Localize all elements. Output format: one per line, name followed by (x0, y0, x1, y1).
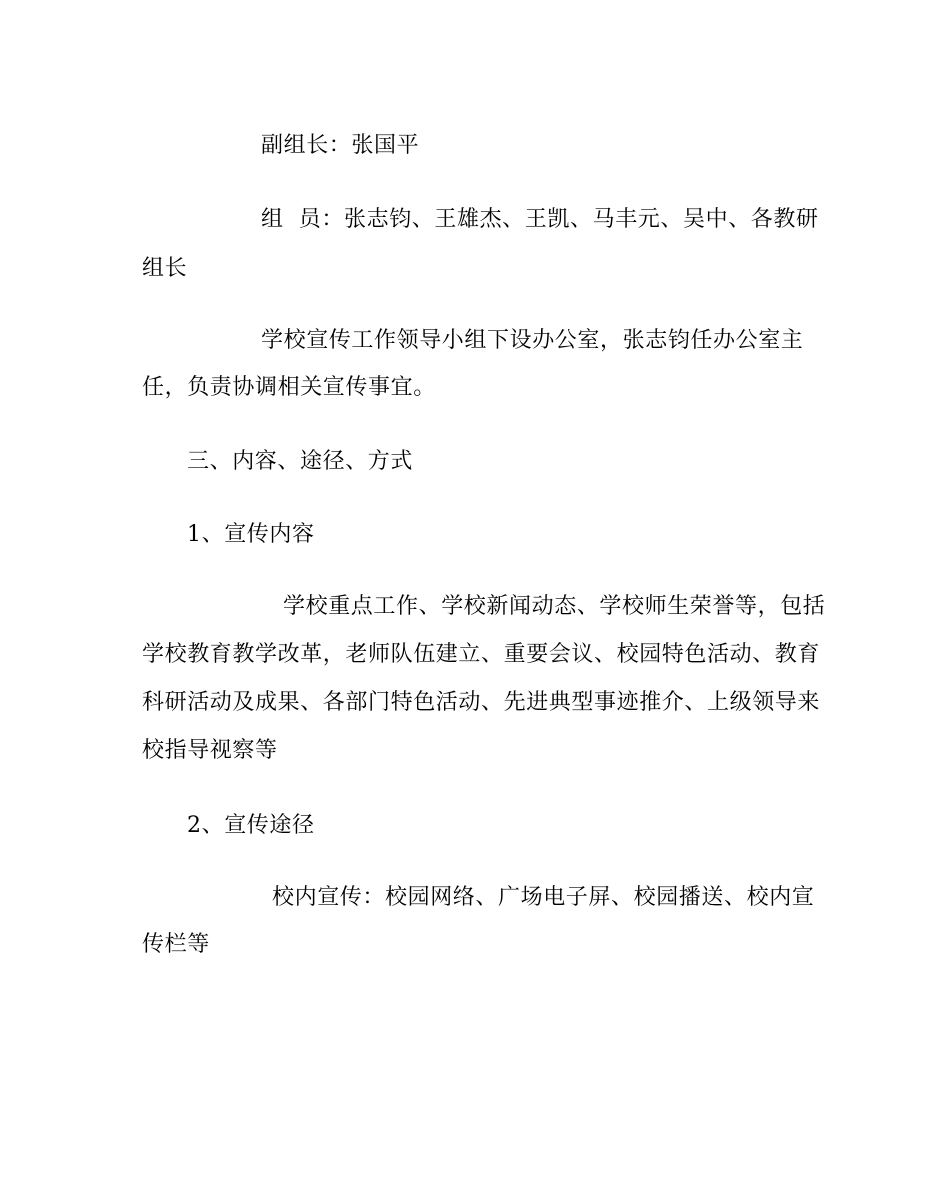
office-paragraph-line-1: 学校宣传工作领导小组下设办公室，张志钧任办公室主 (261, 328, 804, 353)
content-paragraph-line-1: 学校重点工作、学校新闻动态、学校师生荣誉等，包括 (283, 594, 826, 619)
subsection-heading-channels: 2、宣传途径 (187, 813, 315, 838)
channels-paragraph-line-2: 传栏等 (142, 932, 210, 957)
content-paragraph-line-2: 学校教育教学改革，老师队伍建立、重要会议、校园特色活动、教育 (142, 642, 821, 667)
office-paragraph-line-2: 任，负责协调相关宣传事宜。 (142, 375, 436, 400)
content-paragraph-line-4: 校指导视察等 (142, 738, 278, 763)
channels-paragraph-line-1: 校内宣传：校园网络、广场电子屏、校园播送、校内宣 (272, 885, 815, 910)
members-line: 组 员：张志钧、王雄杰、王凯、马丰元、吴中、各教研 (261, 207, 819, 232)
deputy-leader-line: 副组长：张国平 (261, 133, 420, 158)
section-heading: 三、内容、途径、方式 (187, 449, 414, 474)
content-paragraph-line-3: 科研活动及成果、各部门特色活动、先进典型事迹推介、上级领导来 (142, 690, 821, 715)
subsection-heading-content: 1、宣传内容 (187, 522, 315, 547)
members-line-continued: 组长 (142, 256, 188, 281)
